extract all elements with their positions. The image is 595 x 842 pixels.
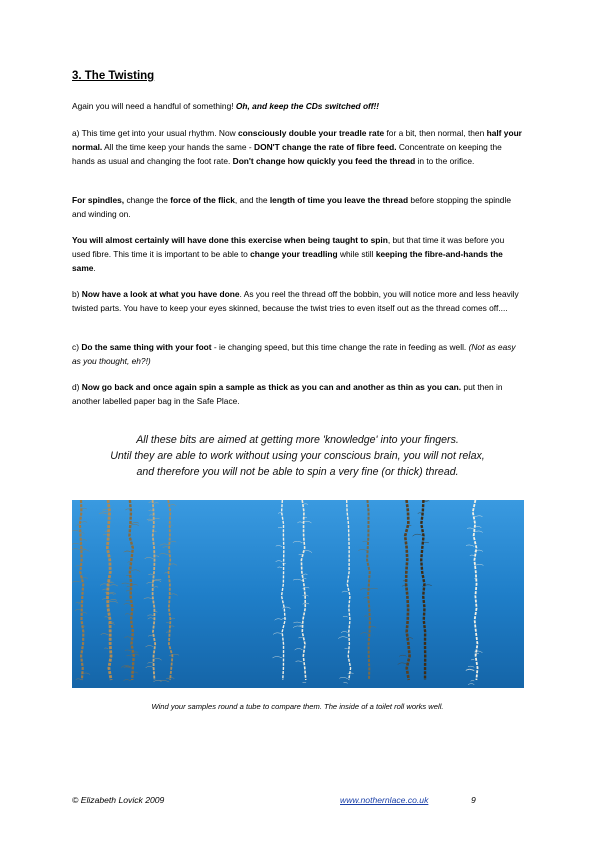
- emphasis-run: Now have a look at what you have done: [81, 289, 240, 299]
- thread-samples-photo: [72, 500, 524, 688]
- emphasis-run: (Not as easy as you thought, eh?!): [72, 342, 516, 366]
- emphasis-run: keeping the fibre-and-hands the same: [72, 249, 503, 273]
- text-run: , and the: [234, 195, 270, 205]
- text-run: Concentrate on keeping the hands as usual and changing the foot rate.: [72, 142, 502, 166]
- text-run: before stopping the spindle and winding on.: [72, 195, 511, 219]
- emphasis-run: change your treadling: [250, 249, 338, 259]
- paragraph-intro: [72, 99, 524, 113]
- paragraph-c: [72, 340, 524, 368]
- quote-line: Until they are able to work without using your conscious brain, you will not relax,: [110, 450, 485, 462]
- emphasis-run: consciously double your treadle rate: [238, 128, 385, 138]
- paragraph-spindles: [72, 193, 524, 221]
- emphasis-run: You will almost certainly will have done this exercise when being taught to spin: [72, 235, 388, 245]
- text-run: Again you will need a handful of something!: [72, 101, 236, 111]
- footer-website-link[interactable]: www.nothernlace.co.uk: [340, 795, 429, 805]
- paragraph-b: [72, 287, 524, 315]
- text-run: for a bit, then normal, then: [384, 128, 487, 138]
- emphasis-run: Now go back and once again spin a sample as thick as you can and another as thin as you can.: [81, 382, 462, 392]
- emphasis-run: Don't change how quickly you feed the thread: [232, 156, 416, 166]
- text-run: d): [72, 382, 82, 392]
- blue-tube-background: [72, 500, 524, 688]
- emphasis-run: Do the same thing with your foot: [81, 342, 212, 352]
- page-number: 9: [471, 795, 476, 805]
- paragraph-taught: [72, 233, 524, 275]
- text-run: b): [72, 289, 82, 299]
- text-run: a) This time get into your usual rhythm. Now: [72, 128, 239, 138]
- text-run: put then in another labelled paper bag in the Safe Place.: [72, 382, 503, 406]
- text-run: All the time keep your hands the same -: [102, 142, 255, 152]
- text-run: . As you reel the thread off the bobbin, you will notice more and less heavily twisted parts. You have to keep your eyes skinned, because the twist tries to even itself out as the thread comes off....: [72, 289, 519, 313]
- emphasis-run: DON'T change the rate of fibre feed.: [254, 142, 397, 152]
- section-heading: 3. The Twisting: [72, 70, 155, 82]
- text-run: while still: [337, 249, 376, 259]
- emphasis-run: Oh, and keep the CDs switched off!!: [235, 101, 380, 111]
- emphasis-run: [236, 101, 379, 111]
- text-run: .: [93, 263, 96, 273]
- text-run: in to the orifice.: [415, 156, 475, 166]
- emphasis-run: For spindles,: [72, 195, 125, 205]
- quote-line: All these bits are aimed at getting more 'knowledge' into your fingers.: [136, 434, 459, 446]
- text-run: , but that time it was before you used fibre. This time it is important to be able to: [72, 235, 505, 259]
- paragraph-d: [72, 380, 524, 408]
- text-run: c): [72, 342, 82, 352]
- text-run: - ie changing speed, but this time change the rate in feeding as well.: [211, 342, 469, 352]
- text-run: change the: [124, 195, 171, 205]
- paragraph-a: [72, 126, 524, 168]
- footer-copyright: © Elizabeth Lovick 2009: [72, 795, 165, 805]
- photo-caption: Wind your samples round a tube to compare them. The inside of a toilet roll works well.: [151, 702, 444, 711]
- emphasis-run: length of time you leave the thread: [269, 195, 409, 205]
- emphasis-run: half your normal.: [72, 128, 522, 152]
- pull-quote: [60, 432, 535, 480]
- quote-line: and therefore you will not be able to spin a very fine (or thick) thread.: [136, 466, 459, 478]
- emphasis-run: force of the flick: [170, 195, 235, 205]
